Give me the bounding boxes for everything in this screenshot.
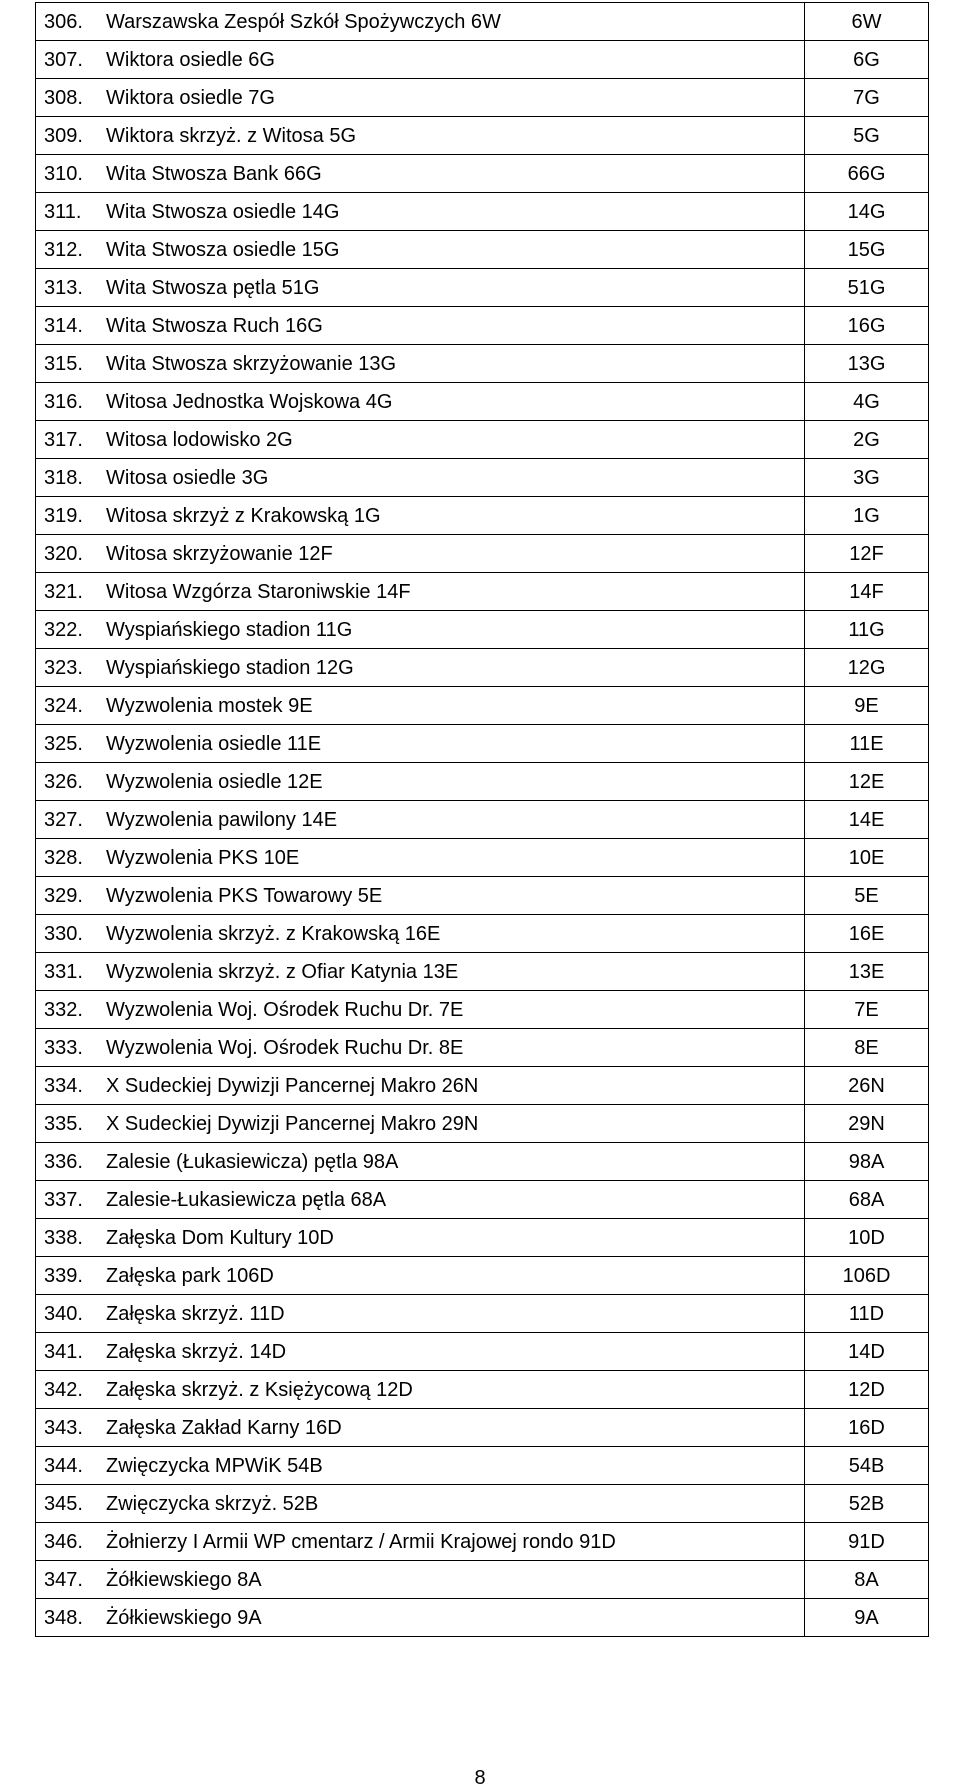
stop-code: 6G xyxy=(805,41,929,79)
row-number: 312. xyxy=(44,238,83,261)
row-number: 315. xyxy=(44,352,83,375)
stop-cell xyxy=(36,421,805,459)
row-number: 343. xyxy=(44,1416,83,1439)
stop-name: Wyzwolenia skrzyż. z Krakowską 16E xyxy=(106,922,441,945)
stop-code: 11D xyxy=(805,1295,929,1333)
stop-cell xyxy=(36,1067,805,1105)
row-number: 319. xyxy=(44,504,83,527)
row-number: 314. xyxy=(44,314,83,337)
stop-cell xyxy=(36,763,805,801)
stop-cell xyxy=(36,1485,805,1523)
stop-code: 9A xyxy=(805,1599,929,1637)
stop-cell xyxy=(36,1295,805,1333)
stop-code: 6W xyxy=(805,3,929,41)
table-row xyxy=(36,839,929,877)
stop-code: 1G xyxy=(805,497,929,535)
stop-name: Żółkiewskiego 9A xyxy=(106,1606,262,1629)
row-number: 317. xyxy=(44,428,83,451)
stop-name: X Sudeckiej Dywizji Pancernej Makro 26N xyxy=(106,1074,479,1097)
stop-name: Załęska skrzyż. 11D xyxy=(106,1302,285,1325)
stop-code: 11G xyxy=(805,611,929,649)
stop-cell xyxy=(36,839,805,877)
stop-cell xyxy=(36,3,805,41)
row-number: 338. xyxy=(44,1226,83,1249)
stop-cell xyxy=(36,725,805,763)
stop-name: Wyzwolenia Woj. Ośrodek Ruchu Dr. 7E xyxy=(106,998,464,1021)
table-row xyxy=(36,535,929,573)
stop-code: 14D xyxy=(805,1333,929,1371)
table-row xyxy=(36,1257,929,1295)
table-row xyxy=(36,915,929,953)
stop-code: 12E xyxy=(805,763,929,801)
row-number: 310. xyxy=(44,162,83,185)
stop-cell xyxy=(36,117,805,155)
table-row xyxy=(36,231,929,269)
stop-cell xyxy=(36,345,805,383)
stop-cell xyxy=(36,269,805,307)
row-number: 335. xyxy=(44,1112,83,1135)
stop-cell xyxy=(36,1219,805,1257)
row-number: 318. xyxy=(44,466,83,489)
stops-table xyxy=(35,2,929,1637)
table-row xyxy=(36,155,929,193)
row-number: 311. xyxy=(44,200,82,223)
stop-name: Warszawska Zespół Szkół Spożywczych 6W xyxy=(106,10,501,33)
stop-name: Zalesie-Łukasiewicza pętla 68A xyxy=(106,1188,387,1211)
stop-cell xyxy=(36,915,805,953)
stop-name: Wita Stwosza osiedle 14G xyxy=(106,200,340,223)
stop-code: 12D xyxy=(805,1371,929,1409)
stop-code: 3G xyxy=(805,459,929,497)
stop-cell xyxy=(36,193,805,231)
stop-name: Wiktora osiedle 6G xyxy=(106,48,275,71)
stop-code: 15G xyxy=(805,231,929,269)
row-number: 328. xyxy=(44,846,83,869)
stop-code: 4G xyxy=(805,383,929,421)
stop-code: 2G xyxy=(805,421,929,459)
table-row xyxy=(36,649,929,687)
stop-cell xyxy=(36,1523,805,1561)
row-number: 342. xyxy=(44,1378,83,1401)
table-row xyxy=(36,991,929,1029)
table-row xyxy=(36,41,929,79)
row-number: 345. xyxy=(44,1492,83,1515)
stop-name: Witosa Jednostka Wojskowa 4G xyxy=(106,390,393,413)
table-row xyxy=(36,877,929,915)
stop-code: 9E xyxy=(805,687,929,725)
page-number: 8 xyxy=(474,1767,486,1789)
table-row xyxy=(36,1599,929,1637)
row-number: 334. xyxy=(44,1074,83,1097)
stop-name: Zalesie (Łukasiewicza) pętla 98A xyxy=(106,1150,399,1173)
table-row xyxy=(36,1143,929,1181)
stop-cell xyxy=(36,79,805,117)
stop-name: Witosa skrzyż z Krakowską 1G xyxy=(106,504,381,527)
table-row xyxy=(36,1523,929,1561)
table-row xyxy=(36,763,929,801)
table-row xyxy=(36,1067,929,1105)
stop-code: 11E xyxy=(805,725,929,763)
table-row xyxy=(36,1295,929,1333)
stop-name: Wita Stwosza pętla 51G xyxy=(106,276,320,299)
table-row xyxy=(36,1333,929,1371)
stop-name: Wita Stwosza Ruch 16G xyxy=(106,314,323,337)
row-number: 309. xyxy=(44,124,83,147)
table-row xyxy=(36,611,929,649)
table-row xyxy=(36,1371,929,1409)
row-number: 330. xyxy=(44,922,83,945)
stop-name: Wiktora skrzyż. z Witosa 5G xyxy=(106,124,357,147)
stop-code: 5E xyxy=(805,877,929,915)
stop-name: Zwięczycka skrzyż. 52B xyxy=(106,1492,319,1515)
stop-cell xyxy=(36,991,805,1029)
stop-cell xyxy=(36,953,805,991)
table-row xyxy=(36,459,929,497)
stop-cell xyxy=(36,801,805,839)
table-row xyxy=(36,725,929,763)
stop-name: Żołnierzy I Armii WP cmentarz / Armii Krajowej rondo 91D xyxy=(106,1530,616,1553)
stop-cell xyxy=(36,1599,805,1637)
stop-cell xyxy=(36,1257,805,1295)
stop-code: 5G xyxy=(805,117,929,155)
stop-name: Wiktora osiedle 7G xyxy=(106,86,275,109)
stop-code: 14F xyxy=(805,573,929,611)
stop-code: 14E xyxy=(805,801,929,839)
stop-code: 10D xyxy=(805,1219,929,1257)
stop-cell xyxy=(36,535,805,573)
stop-cell xyxy=(36,1333,805,1371)
stop-cell xyxy=(36,573,805,611)
stop-cell xyxy=(36,459,805,497)
stop-cell xyxy=(36,1409,805,1447)
row-number: 313. xyxy=(44,276,83,299)
stop-cell xyxy=(36,231,805,269)
stop-name: Witosa osiedle 3G xyxy=(106,466,269,489)
row-number: 307. xyxy=(44,48,83,71)
stop-name: Wyspiańskiego stadion 12G xyxy=(106,656,354,679)
row-number: 331. xyxy=(44,960,83,983)
stop-cell xyxy=(36,1447,805,1485)
row-number: 329. xyxy=(44,884,83,907)
stop-name: Wyzwolenia PKS 10E xyxy=(106,846,300,869)
stop-name: Witosa lodowisko 2G xyxy=(106,428,293,451)
stop-code: 91D xyxy=(805,1523,929,1561)
stop-cell xyxy=(36,1561,805,1599)
row-number: 321. xyxy=(44,580,83,603)
stop-code: 10E xyxy=(805,839,929,877)
stop-cell xyxy=(36,497,805,535)
row-number: 333. xyxy=(44,1036,83,1059)
stop-cell xyxy=(36,155,805,193)
stop-name: Wita Stwosza osiedle 15G xyxy=(106,238,340,261)
table-row xyxy=(36,345,929,383)
table-row xyxy=(36,79,929,117)
table-row xyxy=(36,1561,929,1599)
row-number: 348. xyxy=(44,1606,83,1629)
stop-code: 7E xyxy=(805,991,929,1029)
stop-cell xyxy=(36,687,805,725)
stop-cell xyxy=(36,1029,805,1067)
stop-name: Zwięczycka MPWiK 54B xyxy=(106,1454,323,1477)
row-number: 322. xyxy=(44,618,83,641)
stop-code: 14G xyxy=(805,193,929,231)
table-row xyxy=(36,269,929,307)
stop-name: Wyzwolenia PKS Towarowy 5E xyxy=(106,884,383,907)
row-number: 340. xyxy=(44,1302,83,1325)
stop-code: 16E xyxy=(805,915,929,953)
table-row xyxy=(36,1447,929,1485)
row-number: 320. xyxy=(44,542,83,565)
stop-name: Wita Stwosza Bank 66G xyxy=(106,162,322,185)
table-row xyxy=(36,383,929,421)
row-number: 306. xyxy=(44,10,83,33)
table-row xyxy=(36,573,929,611)
row-number: 336. xyxy=(44,1150,83,1173)
stop-cell xyxy=(36,877,805,915)
stop-code: 12F xyxy=(805,535,929,573)
table-row xyxy=(36,307,929,345)
row-number: 344. xyxy=(44,1454,83,1477)
table-row xyxy=(36,1181,929,1219)
row-number: 346. xyxy=(44,1530,83,1553)
table-row xyxy=(36,801,929,839)
stop-name: Wyzwolenia osiedle 12E xyxy=(106,770,323,793)
row-number: 316. xyxy=(44,390,83,413)
stop-name: Wyzwolenia pawilony 14E xyxy=(106,808,338,831)
stop-cell xyxy=(36,1371,805,1409)
stop-code: 52B xyxy=(805,1485,929,1523)
table-row xyxy=(36,3,929,41)
table-row xyxy=(36,193,929,231)
stop-name: Wyzwolenia Woj. Ośrodek Ruchu Dr. 8E xyxy=(106,1036,464,1059)
row-number: 326. xyxy=(44,770,83,793)
stop-code: 8E xyxy=(805,1029,929,1067)
stop-code: 16G xyxy=(805,307,929,345)
stop-cell xyxy=(36,1181,805,1219)
stop-cell xyxy=(36,649,805,687)
stop-cell xyxy=(36,307,805,345)
table-row xyxy=(36,1219,929,1257)
stop-code: 26N xyxy=(805,1067,929,1105)
stop-code: 106D xyxy=(805,1257,929,1295)
row-number: 339. xyxy=(44,1264,83,1287)
stop-name: Załęska Dom Kultury 10D xyxy=(106,1226,334,1249)
table-row xyxy=(36,421,929,459)
stop-code: 54B xyxy=(805,1447,929,1485)
stop-code: 51G xyxy=(805,269,929,307)
row-number: 325. xyxy=(44,732,83,755)
stop-cell xyxy=(36,41,805,79)
table-row xyxy=(36,687,929,725)
stop-name: Wyzwolenia skrzyż. z Ofiar Katynia 13E xyxy=(106,960,459,983)
row-number: 308. xyxy=(44,86,83,109)
stops-table-body xyxy=(36,3,929,1637)
stop-name: Załęska skrzyż. z Księżycową 12D xyxy=(106,1378,413,1401)
stop-code: 29N xyxy=(805,1105,929,1143)
row-number: 341. xyxy=(44,1340,83,1363)
stop-cell xyxy=(36,1143,805,1181)
row-number: 324. xyxy=(44,694,83,717)
stop-name: Załęska park 106D xyxy=(106,1264,274,1287)
table-row xyxy=(36,1029,929,1067)
table-row xyxy=(36,1105,929,1143)
row-number: 332. xyxy=(44,998,83,1021)
row-number: 323. xyxy=(44,656,83,679)
table-row xyxy=(36,1485,929,1523)
row-number: 327. xyxy=(44,808,83,831)
table-row xyxy=(36,1409,929,1447)
stop-code: 16D xyxy=(805,1409,929,1447)
row-number: 347. xyxy=(44,1568,83,1591)
stop-name: Wyzwolenia mostek 9E xyxy=(106,694,313,717)
stop-code: 68A xyxy=(805,1181,929,1219)
stop-code: 12G xyxy=(805,649,929,687)
stop-code: 13E xyxy=(805,953,929,991)
stop-cell xyxy=(36,611,805,649)
stop-cell xyxy=(36,1105,805,1143)
stop-code: 66G xyxy=(805,155,929,193)
stop-code: 13G xyxy=(805,345,929,383)
table-row xyxy=(36,953,929,991)
stop-name: Załęska Zakład Karny 16D xyxy=(106,1416,342,1439)
stop-name: Wyspiańskiego stadion 11G xyxy=(106,618,353,641)
stop-name: Wita Stwosza skrzyżowanie 13G xyxy=(106,352,397,375)
stop-cell xyxy=(36,383,805,421)
stop-name: X Sudeckiej Dywizji Pancernej Makro 29N xyxy=(106,1112,479,1135)
table-row xyxy=(36,497,929,535)
stop-name: Witosa Wzgórza Staroniwskie 14F xyxy=(106,580,411,603)
stop-name: Wyzwolenia osiedle 11E xyxy=(106,732,322,755)
stop-code: 8A xyxy=(805,1561,929,1599)
table-row xyxy=(36,117,929,155)
stop-name: Załęska skrzyż. 14D xyxy=(106,1340,287,1363)
stop-code: 98A xyxy=(805,1143,929,1181)
stop-code: 7G xyxy=(805,79,929,117)
stop-name: Witosa skrzyżowanie 12F xyxy=(106,542,333,565)
stop-name: Żółkiewskiego 8A xyxy=(106,1568,262,1591)
row-number: 337. xyxy=(44,1188,83,1211)
